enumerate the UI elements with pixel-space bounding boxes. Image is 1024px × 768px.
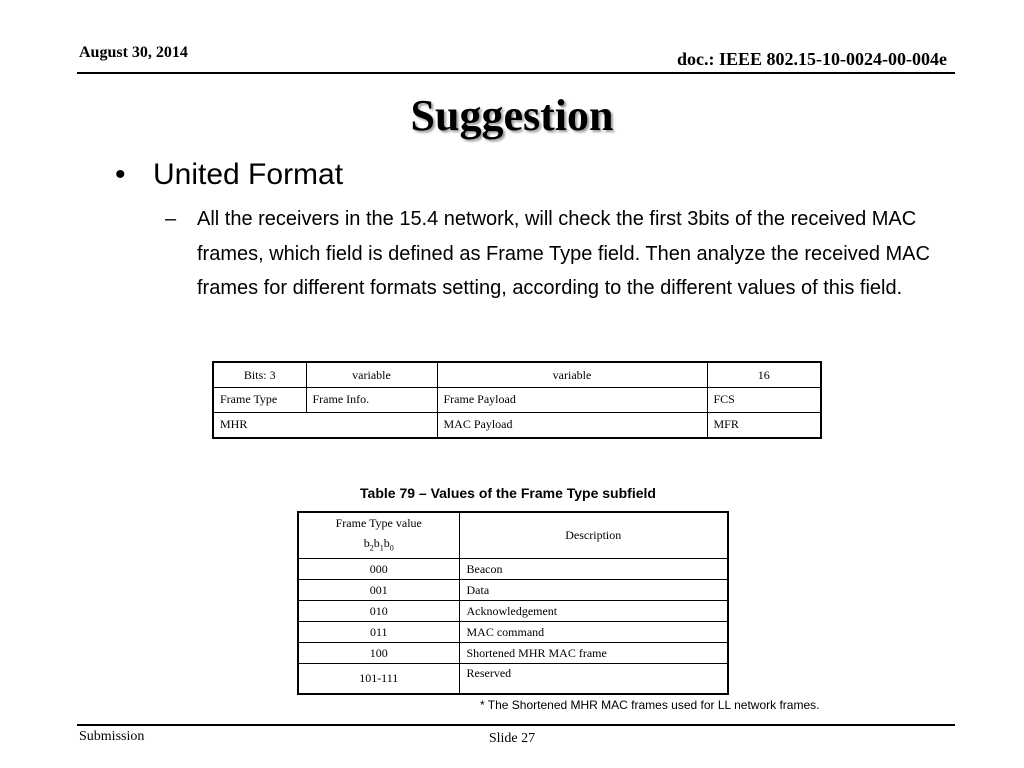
table-row (298, 643, 728, 664)
table-row (213, 362, 821, 388)
slide-number: Slide 27 (488, 731, 536, 746)
table-row (298, 601, 728, 622)
frame-type-value: 010 (298, 601, 459, 622)
column-header-frame-type (298, 512, 459, 559)
table-caption: Table 79 – Values of the Frame Type subfield (360, 485, 656, 501)
frame-type-value: 100 (298, 643, 459, 664)
table-row (298, 580, 728, 601)
frame-type-description: MAC command (459, 622, 728, 643)
table-header-row (298, 512, 728, 559)
frame-format-table (212, 361, 822, 439)
frame-type-description: Data (459, 580, 728, 601)
frame-type-description: Reserved (459, 664, 728, 695)
table-row (213, 388, 821, 413)
table-row (298, 664, 728, 695)
column-header-description: Description (459, 512, 728, 559)
table-row (213, 413, 821, 439)
header-divider (77, 72, 955, 74)
bullet-item (115, 158, 343, 192)
header-label: Frame Type value (335, 516, 422, 530)
header-bits: $b_2b_1b_0$ (363, 536, 394, 553)
table-cell: Frame Type (213, 388, 306, 413)
frame-type-table (297, 511, 729, 695)
footer-divider (77, 724, 955, 726)
sub-bullet-text: All the receivers in the 15.4 network, will check the first 3bits of the received MAC frames, which field is defined as Frame Type field. Then analyze the received MAC frames for different formats setting, according to the different values of this field. (197, 208, 930, 299)
table-cell: Frame Payload (437, 388, 707, 413)
table-cell: variable (306, 362, 437, 388)
table-cell: variable (437, 362, 707, 388)
footer-submission: Submission (79, 729, 145, 744)
table-cell: Frame Info. (306, 388, 437, 413)
table-row (298, 622, 728, 643)
slide-title: Suggestion (410, 91, 614, 140)
table-cell: FCS (707, 388, 821, 413)
bullet-text: United Format (153, 158, 344, 191)
frame-type-description: Beacon (459, 559, 728, 580)
table-cell: MFR (707, 413, 821, 439)
frame-type-value: 000 (298, 559, 459, 580)
frame-type-value: 101-111 (298, 664, 459, 695)
table-row (298, 559, 728, 580)
sub-bullet-marker: – (165, 208, 177, 230)
frame-type-value: 001 (298, 580, 459, 601)
table-cell: 16 (707, 362, 821, 388)
frame-type-description: Acknowledgement (459, 601, 728, 622)
table-cell: Bits: 3 (213, 362, 306, 388)
frame-type-description: Shortened MHR MAC frame (459, 643, 728, 664)
table-cell: MAC Payload (437, 413, 707, 439)
header-date: August 30, 2014 (79, 44, 188, 61)
table-cell: MHR (213, 413, 437, 439)
bullet-marker: • (115, 158, 126, 191)
frame-type-value: 011 (298, 622, 459, 643)
header-doc-id: doc.: IEEE 802.15-10-0024-00-004e (677, 49, 947, 69)
footnote: * The Shortened MHR MAC frames used for LL network frames. (480, 698, 820, 712)
